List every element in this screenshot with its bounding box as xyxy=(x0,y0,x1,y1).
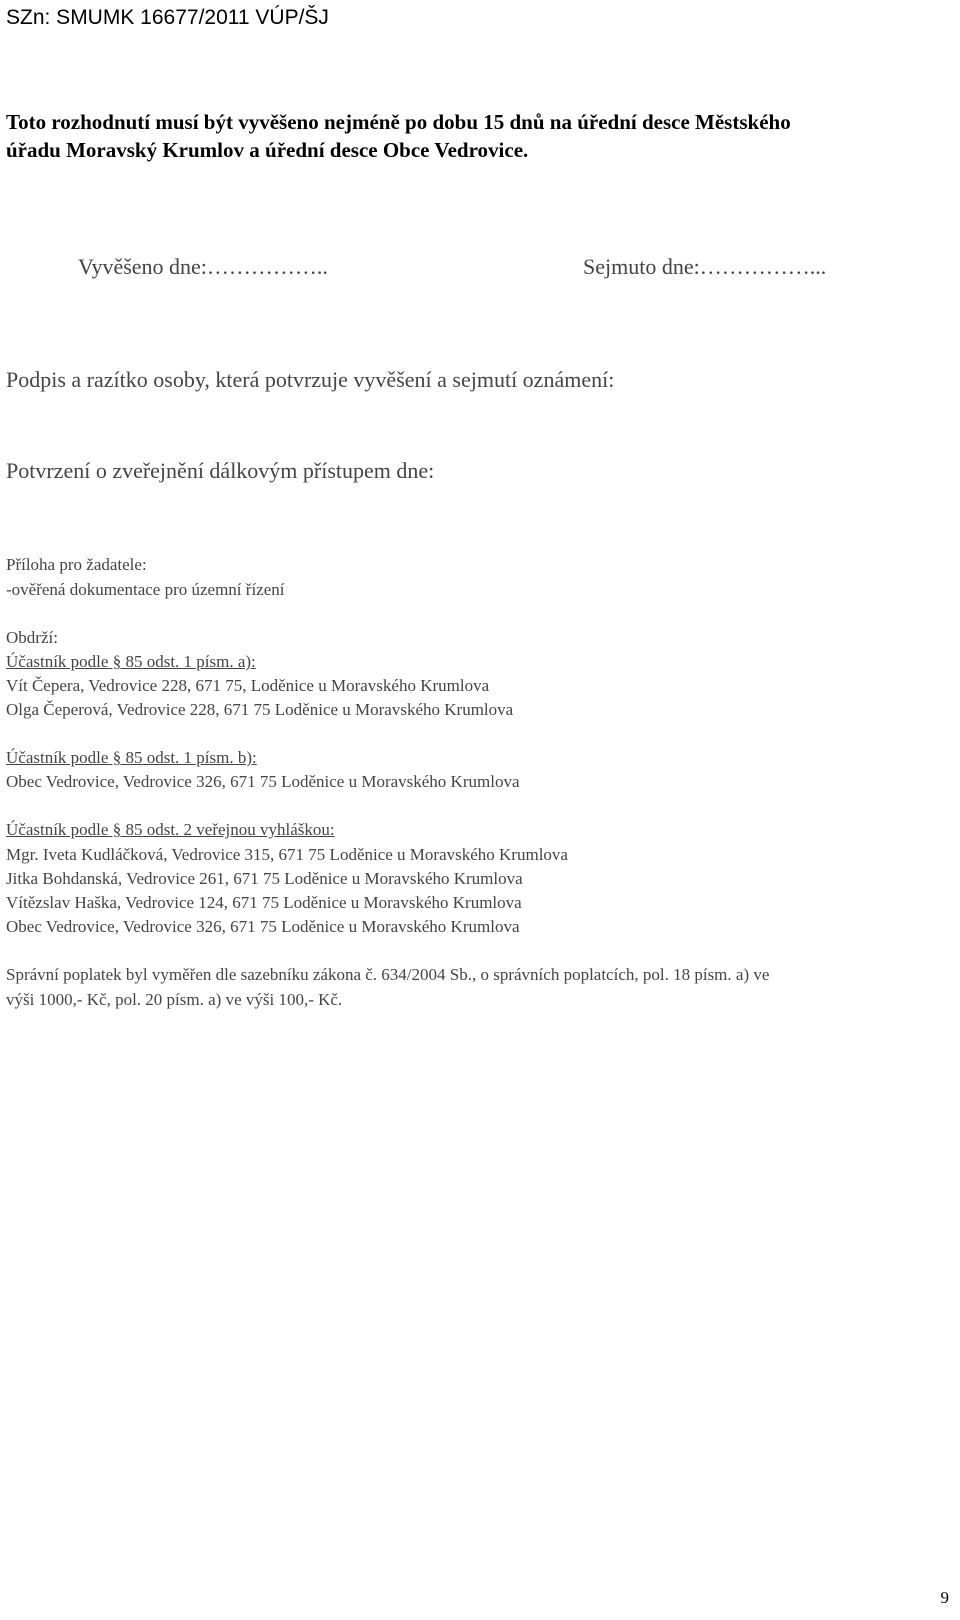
recipients-group-b-heading: Účastník podle § 85 odst. 1 písm. b): xyxy=(6,748,257,767)
recipients-title: Obdrží: xyxy=(6,628,58,647)
recipient-item: Vítězslav Haška, Vedrovice 124, 671 75 Loděnice u Moravského Krumlova xyxy=(6,893,522,912)
recipient-item: Obec Vedrovice, Vedrovice 326, 671 75 Loděnice u Moravského Krumlova xyxy=(6,917,520,936)
remote-publication-line: Potvrzení o zveřejnění dálkovým přístupem dne: xyxy=(6,458,435,483)
notice-line-1: Toto rozhodnutí musí být vyvěšeno nejméně po dobu 15 dnů na úřední desce Městského xyxy=(6,110,791,134)
recipients-group-a-heading: Účastník podle § 85 odst. 1 písm. a): xyxy=(6,652,256,671)
fee-line-1: Správní poplatek byl vyměřen dle sazebníku zákona č. 634/2004 Sb., o správních poplatcích, pol. 18 písm. a) ve xyxy=(6,965,770,984)
recipient-item: Obec Vedrovice, Vedrovice 326, 671 75 Loděnice u Moravského Krumlova xyxy=(6,772,520,791)
attachment-title: Příloha pro žadatele: xyxy=(6,555,147,574)
page-number: 9 xyxy=(940,1588,949,1607)
recipient-item: Vít Čepera, Vedrovice 228, 671 75, Loděnice u Moravského Krumlova xyxy=(6,676,490,695)
posted-date-field: Vyvěšeno dne:…………….. xyxy=(78,254,328,279)
recipient-item: Mgr. Iveta Kudláčková, Vedrovice 315, 671 75 Loděnice u Moravského Krumlova xyxy=(6,845,568,864)
recipient-item: Jitka Bohdanská, Vedrovice 261, 671 75 Loděnice u Moravského Krumlova xyxy=(6,869,523,888)
recipients-group-c-heading: Účastník podle § 85 odst. 2 veřejnou vyhláškou: xyxy=(6,820,335,839)
signature-line: Podpis a razítko osoby, která potvrzuje vyvěšení a sejmutí oznámení: xyxy=(6,367,615,392)
fee-line-2: výši 1000,- Kč, pol. 20 písm. a) ve výši 100,- Kč. xyxy=(6,990,343,1009)
document-reference: SZn: SMUMK 16677/2011 VÚP/ŠJ xyxy=(6,6,329,29)
notice-line-2: úřadu Moravský Krumlov a úřední desce Obce Vedrovice. xyxy=(6,138,529,162)
recipient-item: Olga Čeperová, Vedrovice 228, 671 75 Loděnice u Moravského Krumlova xyxy=(6,700,514,719)
removed-date-field: Sejmuto dne:……………... xyxy=(583,254,827,279)
attachment-item: -ověřená dokumentace pro územní řízení xyxy=(6,580,285,599)
